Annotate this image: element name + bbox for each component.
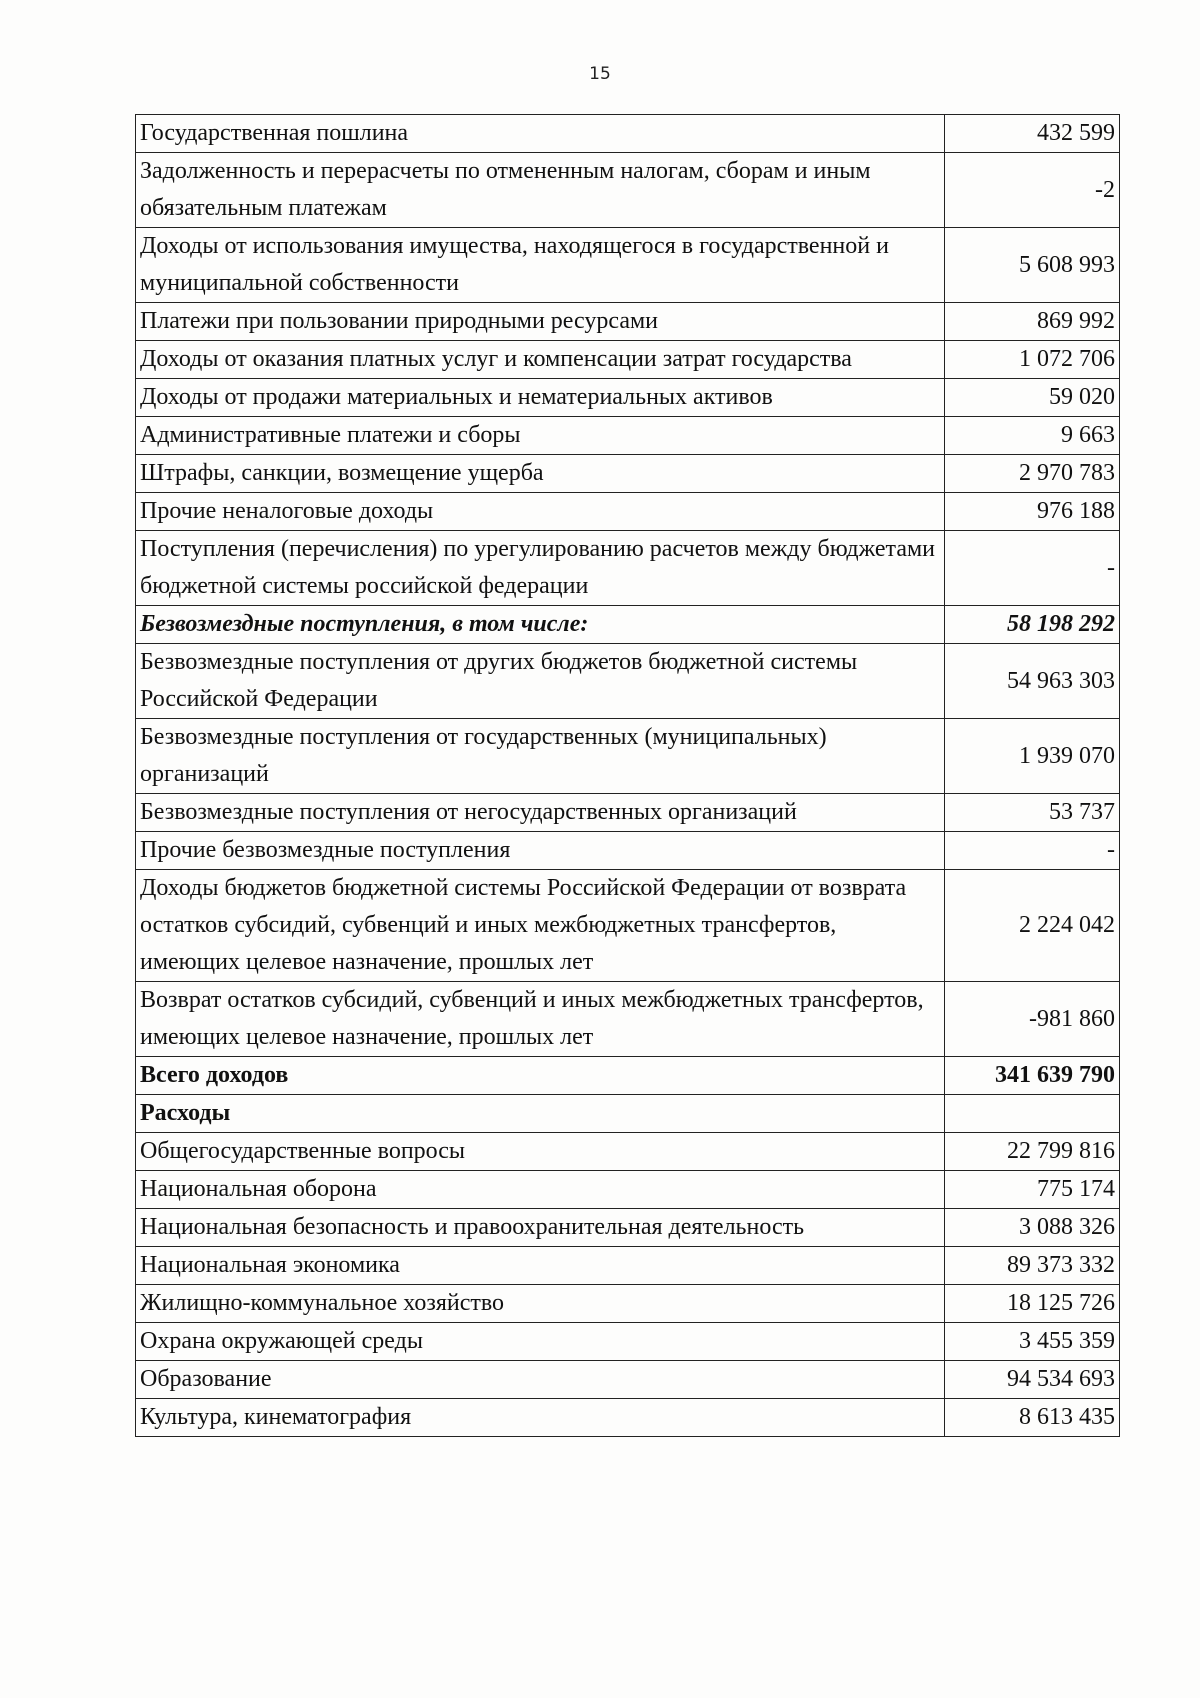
- table-row: [136, 644, 1120, 719]
- table-row: [136, 228, 1120, 303]
- table-row: [136, 719, 1120, 794]
- row-value: 5 608 993: [945, 228, 1120, 303]
- row-label: Всего доходов: [136, 1057, 945, 1095]
- table-row: [136, 1133, 1120, 1171]
- row-value: -: [945, 832, 1120, 870]
- row-label: Прочие безвозмездные поступления: [136, 832, 945, 870]
- row-label: Безвозмездные поступления от государственных (муниципальных) организаций: [136, 719, 945, 794]
- table-row: [136, 1323, 1120, 1361]
- row-value: 775 174: [945, 1171, 1120, 1209]
- page-number: 15: [589, 64, 611, 84]
- row-label: Безвозмездные поступления от негосударственных организаций: [136, 794, 945, 832]
- table-row: [136, 417, 1120, 455]
- row-label: Доходы от продажи материальных и нематериальных активов: [136, 379, 945, 417]
- row-value: 976 188: [945, 493, 1120, 531]
- row-value: 1 939 070: [945, 719, 1120, 794]
- row-value: -: [945, 531, 1120, 606]
- row-label: Государственная пошлина: [136, 115, 945, 153]
- table-row: [136, 606, 1120, 644]
- table-row: [136, 1399, 1120, 1437]
- table-row: [136, 303, 1120, 341]
- row-label: Возврат остатков субсидий, субвенций и иных межбюджетных трансфертов, имеющих целевое назначение, прошлых лет: [136, 982, 945, 1057]
- row-label: Доходы от оказания платных услуг и компенсации затрат государства: [136, 341, 945, 379]
- row-value: [945, 1095, 1120, 1133]
- table-row: [136, 1285, 1120, 1323]
- row-label: Платежи при пользовании природными ресурсами: [136, 303, 945, 341]
- table-row: [136, 1209, 1120, 1247]
- row-value: 22 799 816: [945, 1133, 1120, 1171]
- row-value: -2: [945, 153, 1120, 228]
- row-value: 59 020: [945, 379, 1120, 417]
- table-row: [136, 1057, 1120, 1095]
- row-label: Национальная оборона: [136, 1171, 945, 1209]
- row-value: 18 125 726: [945, 1285, 1120, 1323]
- table-row: [136, 832, 1120, 870]
- row-value: 2 970 783: [945, 455, 1120, 493]
- table-row: [136, 1247, 1120, 1285]
- table-row: [136, 341, 1120, 379]
- row-label: Национальная экономика: [136, 1247, 945, 1285]
- table-row: [136, 153, 1120, 228]
- row-label: Поступления (перечисления) по урегулированию расчетов между бюджетами бюджетной системы российской федерации: [136, 531, 945, 606]
- row-value: 94 534 693: [945, 1361, 1120, 1399]
- row-value: 58 198 292: [945, 606, 1120, 644]
- row-label: Расходы: [136, 1095, 945, 1133]
- table-row: [136, 1095, 1120, 1133]
- row-value: 2 224 042: [945, 870, 1120, 982]
- table-row: [136, 982, 1120, 1057]
- table-row: [136, 531, 1120, 606]
- row-label: Штрафы, санкции, возмещение ущерба: [136, 455, 945, 493]
- row-value: -981 860: [945, 982, 1120, 1057]
- row-value: 8 613 435: [945, 1399, 1120, 1437]
- row-value: 1 072 706: [945, 341, 1120, 379]
- row-label: Культура, кинематография: [136, 1399, 945, 1437]
- row-value: 54 963 303: [945, 644, 1120, 719]
- table-row: [136, 794, 1120, 832]
- row-label: Жилищно-коммунальное хозяйство: [136, 1285, 945, 1323]
- table-row: [136, 115, 1120, 153]
- row-value: 53 737: [945, 794, 1120, 832]
- table-row: [136, 379, 1120, 417]
- row-label: Общегосударственные вопросы: [136, 1133, 945, 1171]
- row-label: Доходы от использования имущества, находящегося в государственной и муниципальной собственности: [136, 228, 945, 303]
- row-value: 432 599: [945, 115, 1120, 153]
- row-label: Прочие неналоговые доходы: [136, 493, 945, 531]
- row-label: Задолженность и перерасчеты по отмененным налогам, сборам и иным обязательным платежам: [136, 153, 945, 228]
- row-value: 9 663: [945, 417, 1120, 455]
- row-label: Охрана окружающей среды: [136, 1323, 945, 1361]
- table-row: [136, 455, 1120, 493]
- row-value: 89 373 332: [945, 1247, 1120, 1285]
- row-value: 341 639 790: [945, 1057, 1120, 1095]
- row-label: Безвозмездные поступления, в том числе:: [136, 606, 945, 644]
- budget-table-body: [136, 115, 1120, 1437]
- row-label: Национальная безопасность и правоохранительная деятельность: [136, 1209, 945, 1247]
- row-label: Доходы бюджетов бюджетной системы Российской Федерации от возврата остатков субсидий, субвенций и иных межбюджетных трансфертов, имеющих целевое назначение, прошлых лет: [136, 870, 945, 982]
- table-row: [136, 493, 1120, 531]
- row-label: Административные платежи и сборы: [136, 417, 945, 455]
- budget-table: [135, 114, 1120, 1437]
- row-label: Безвозмездные поступления от других бюджетов бюджетной системы Российской Федерации: [136, 644, 945, 719]
- row-label: Образование: [136, 1361, 945, 1399]
- row-value: 3 455 359: [945, 1323, 1120, 1361]
- row-value: 3 088 326: [945, 1209, 1120, 1247]
- table-row: [136, 1361, 1120, 1399]
- table-row: [136, 1171, 1120, 1209]
- table-row: [136, 870, 1120, 982]
- row-value: 869 992: [945, 303, 1120, 341]
